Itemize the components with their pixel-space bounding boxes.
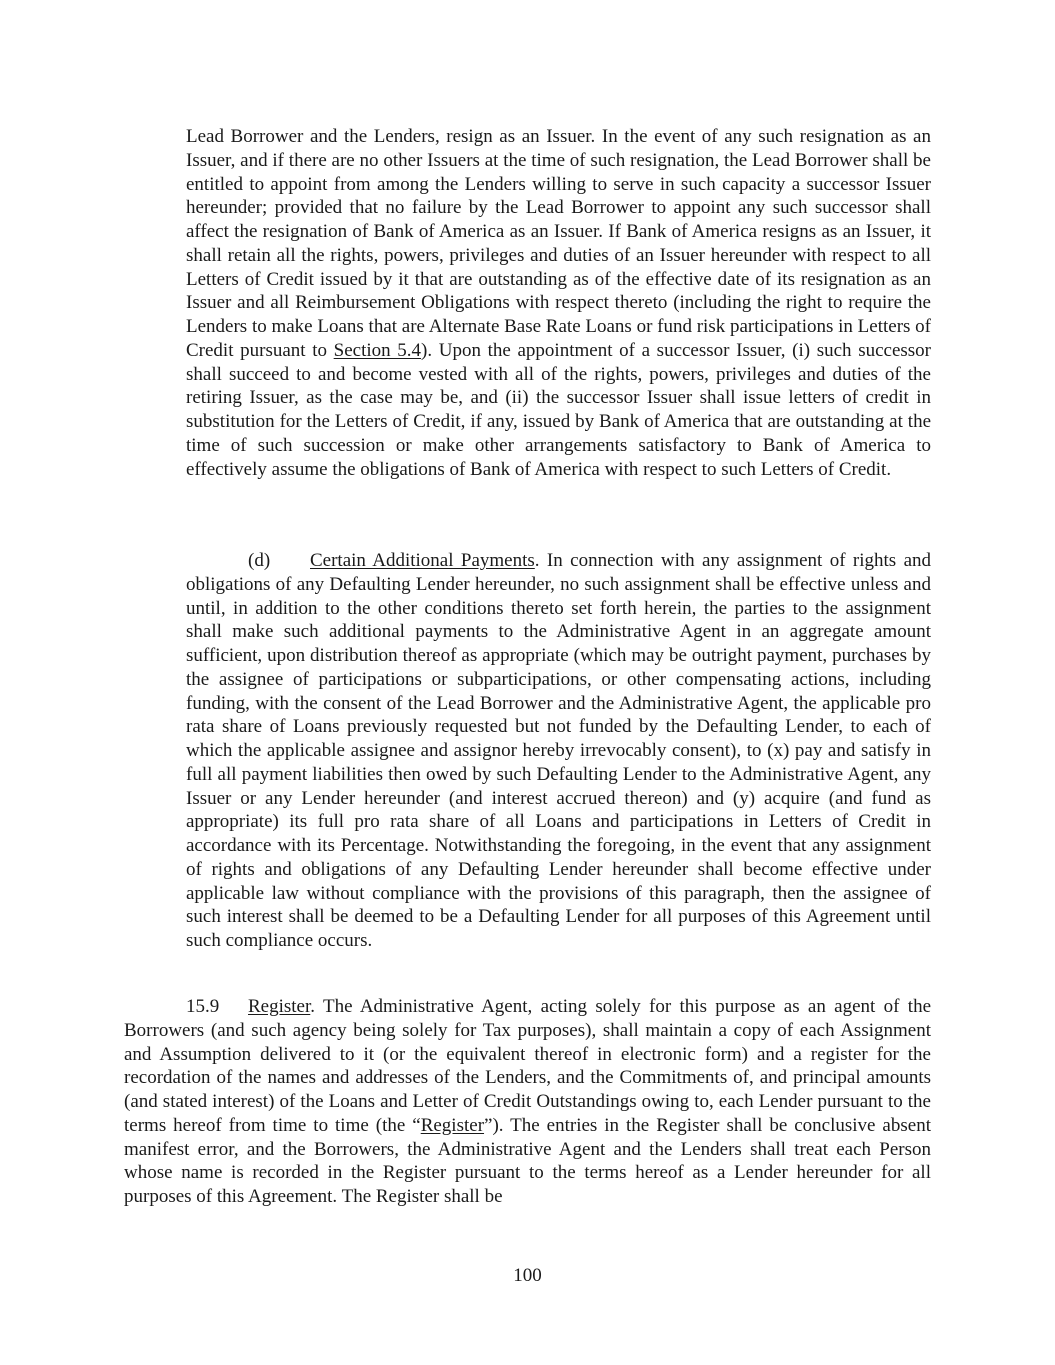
paragraph-d-certain-additional-payments (186, 549, 931, 953)
text-segment: ”). The entries in the Register shall be conclusive absent manifest error, and the Borrowers, the Administrative Agent and the Lenders shall treat each Person whose name is recorded in the Register pursuant to the terms hereof as a Lender hereunder for all purposes of this Agreement. The Register shall be (124, 1114, 931, 1207)
text-segment: ). Upon the appointment of a successor Issuer, (i) such successor shall succeed to and become vested with all of the rights, powers, privileges and duties of the retiring Issuer, as the case may be, and (ii) the successor Issuer shall issue letters of credit in substitution for the Letters of Credit, if any, issued by Bank of America that are outstanding at the time of such succession or make other arrangements satisfactory to Bank of America to effectively assume the obligations of Bank of America with respect to such Letters of Credit. (186, 339, 932, 480)
section-reference-link: Section 5.4 (333, 339, 422, 361)
section-heading: Register (248, 996, 311, 1017)
paragraph-heading: Certain Additional Payments (310, 550, 535, 571)
paragraph-label: (d) (248, 550, 271, 571)
heading-period: . (534, 550, 540, 571)
section-15-9-register (124, 995, 931, 1209)
paragraph-body: In connection with any assignment of rights and obligations of any Defaulting Lender hereunder, no such assignment shall be effective unless and until, in addition to the other conditions thereto set forth herein, the parties to the assignment shall make such additional payments to the Administrative Agent in an aggregate amount sufficient, upon distribution thereof as appropriate (which may be outright payment, purchases by the assignee of participations or subparticipations, or other compensating actions, including funding, with the consent of the Lead Borrower and the Administrative Agent, the applicable pro rata share of Loans previously requested but not funded by the Defaulting Lender, to each of which the applicable assignee and assignor hereby irrevocably consent), to (x) pay and satisfy in full all payment liabilities then owed by such Defaulting Lender to the Administrative Agent, any Issuer or any Lender hereunder (and interest accrued thereon) and (y) acquire (and fund as appropriate) its full pro rata share of all Loans and participations in Letters of Credit in accordance with its Percentage. Notwithstanding the foregoing, in the event that any assignment of rights and obligations of any Defaulting Lender hereunder shall become effective under applicable law without compliance with the provisions of this paragraph, then the assignee of such interest shall be deemed to be a Defaulting Lender for all purposes of this Agreement until such compliance occurs. (186, 550, 931, 951)
defined-term-register: Register (420, 1114, 485, 1136)
page-number: 100 (513, 1265, 542, 1286)
heading-period: . (310, 996, 316, 1017)
paragraph-issuer-resignation (186, 125, 931, 481)
section-number: 15.9 (186, 996, 220, 1017)
text-segment: Lead Borrower and the Lenders, resign as an Issuer. In the event of any such resignation as an Issuer, and if there are no other Issuers at the time of such resignation, the Lead Borrower shall be entitled to appoint from among the Lenders willing to serve in such capacity a successor Issuer hereunder; provided that no failure by the Lead Borrower to appoint any such successor shall affect the resignation of Bank of America as an Issuer. If Bank of America resigns as an Issuer, it shall retain all the rights, powers, privileges and duties of an Issuer hereunder with respect to all Letters of Credit issued by it that are outstanding as of the effective date of its resignation as an Issuer and all Reimbursement Obligations with respect thereto (including the right to require the Lenders to make Loans that are Alternate Base Rate Loans or fund risk participations in Letters of Credit pursuant to (186, 126, 931, 361)
text-segment: The Administrative Agent, acting solely for this purpose as an agent of the Borrowers (and such agency being solely for Tax purposes), shall maintain a copy of each Assignment and Assumption delivered to it (or the equivalent thereof in electronic form) and a register for the recordation of the names and addresses of the Lenders, and the Commitments of, and principal amounts (and stated interest) of the Loans and Letter of Credit Outstandings owing to, each Lender pursuant to the terms hereof from time to time (the “ (124, 996, 931, 1136)
